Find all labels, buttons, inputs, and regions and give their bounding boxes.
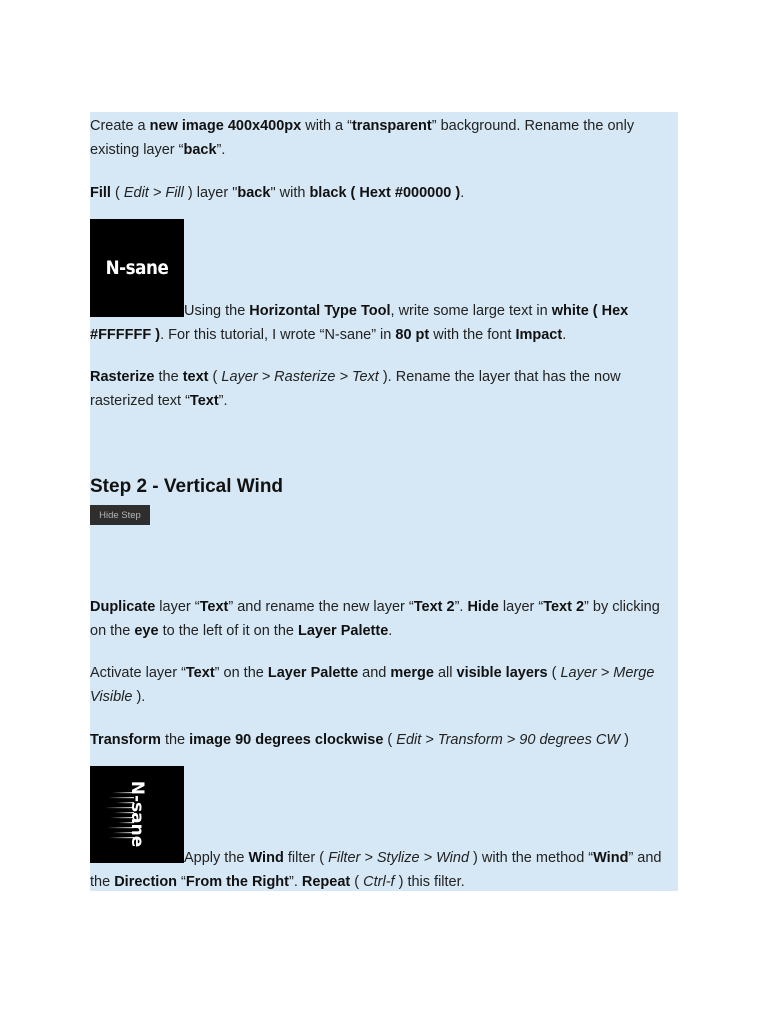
bold-text: Layer Palette (298, 623, 389, 639)
menu-path: Edit > Transform > 90 degrees CW (396, 732, 621, 748)
bold-text: Wind (248, 850, 284, 866)
bold-text: visible layers (456, 665, 548, 681)
bold-text: eye (134, 623, 159, 639)
bold-text: Rasterize (90, 369, 155, 385)
text: ” on the (214, 665, 268, 681)
bold-text: merge (390, 665, 434, 681)
shortcut-text: Ctrl-f (363, 874, 395, 890)
text: ). Rename the layer that has the now rasterized text “ (90, 369, 621, 409)
text: ”. (289, 874, 302, 890)
menu-path: Filter > Stylize > Wind (328, 850, 470, 866)
text: filter ( (283, 850, 329, 866)
bold-text: Hide (467, 599, 499, 615)
text: Apply the (184, 850, 249, 866)
text: ”. (218, 393, 228, 409)
text: “ (177, 874, 186, 890)
bold-text: Text 2 (543, 599, 585, 615)
text: Using the (184, 303, 250, 319)
text: layer “ (498, 599, 544, 615)
bold-text: Wind (593, 850, 629, 866)
paragraph-rasterize (90, 365, 670, 413)
menu-path: Layer > Rasterize > Text (221, 369, 379, 385)
paragraph-wind-filter (90, 846, 670, 894)
bold-text: Duplicate (90, 599, 156, 615)
text: and (358, 665, 391, 681)
text: Create a (90, 118, 150, 134)
bold-text: From the Right (185, 874, 289, 890)
nsane-image-text: N-sane (105, 257, 169, 279)
text: ) (620, 732, 629, 748)
bold-text: Text (185, 665, 215, 681)
text: the (160, 732, 190, 748)
bold-text: Fill (90, 185, 111, 201)
bold-text: back (237, 185, 271, 201)
wind-image-text: N-sane (127, 780, 147, 848)
bold-text: 80 pt (395, 327, 430, 343)
bold-text: white ( Hex #FFFFFF ) (90, 303, 629, 343)
step-heading: Step 2 - Vertical Wind (90, 476, 284, 497)
tutorial-content (90, 112, 678, 891)
text: ”. (216, 142, 226, 158)
bold-text: Layer Palette (267, 665, 359, 681)
text: with a “ (301, 118, 352, 134)
bold-text: Text (189, 393, 219, 409)
text: ( (208, 369, 222, 385)
text: ) layer " (183, 185, 238, 201)
bold-text: Text 2 (413, 599, 455, 615)
text: . For this tutorial, I wrote “N-sane” in (160, 327, 396, 343)
menu-path: Layer > Merge Visible (90, 665, 655, 705)
text: ” and rename the new layer “ (228, 599, 414, 615)
text: ). (132, 689, 146, 705)
menu-path: Edit > Fill (123, 185, 184, 201)
bold-text: Direction (114, 874, 178, 890)
paragraph-create-image (90, 114, 670, 162)
text: . (562, 327, 567, 343)
text: ) this filter. (394, 874, 465, 890)
bold-text: Transform (90, 732, 161, 748)
text: ( (350, 874, 364, 890)
text: the (154, 369, 183, 385)
bold-text: Impact (515, 327, 563, 343)
bold-text: transparent (351, 118, 432, 134)
text: . (388, 623, 393, 639)
bold-text: image 90 degrees clockwise (189, 732, 384, 748)
paragraph-merge (90, 661, 670, 709)
bold-text: Text (199, 599, 229, 615)
text: ( (110, 185, 124, 201)
text: ( (547, 665, 561, 681)
text: ” background. Rename the only existing layer “ (90, 118, 635, 158)
hide-step-button[interactable]: Hide Step (90, 505, 150, 525)
bold-text: black ( Hext #000000 ) (309, 185, 461, 201)
bold-text: Horizontal Type Tool (249, 303, 391, 319)
paragraph-transform (90, 728, 670, 752)
paragraph-fill-layer (90, 181, 670, 205)
text: , write some large text in (390, 303, 552, 319)
text: ”. (454, 599, 468, 615)
text: . (460, 185, 465, 201)
text: layer “ (155, 599, 200, 615)
text: with the font (429, 327, 516, 343)
text: ” and the (90, 850, 662, 890)
paragraph-duplicate (90, 595, 670, 643)
bold-text: Repeat (301, 874, 351, 890)
bold-text: text (182, 369, 209, 385)
text: all (433, 665, 457, 681)
text: " with (270, 185, 310, 201)
text: Activate layer “ (90, 665, 186, 681)
bold-text: new image 400x400px (149, 118, 302, 134)
paragraph-type-tool (90, 299, 670, 347)
text: ( (383, 732, 397, 748)
text: ” by clicking on the (90, 599, 660, 639)
text: ) with the method “ (469, 850, 594, 866)
bold-text: back (183, 142, 217, 158)
text: to the left of it on the (158, 623, 298, 639)
